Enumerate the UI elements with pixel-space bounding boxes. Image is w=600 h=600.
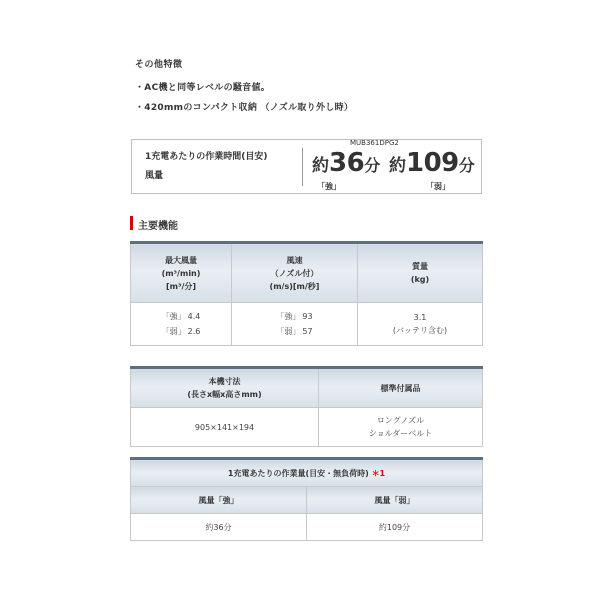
mass-value: 3.1 [413, 313, 427, 322]
runtime-label: 1充電あたりの作業時間(目安) [145, 152, 268, 162]
header-line: (kg) [410, 275, 430, 284]
speed-weak-value: 57 [302, 327, 313, 336]
features-title: その他特徴 [135, 60, 183, 70]
table-title-row [131, 459, 483, 487]
dimensions-table [130, 366, 483, 447]
model-number: MUB361DPG2 [350, 139, 399, 147]
dimensions-value: 905×141×194 [131, 408, 319, 447]
speed-cell [232, 303, 358, 346]
header-line: （ノズル付） [270, 268, 319, 278]
header-line: 最大風量 [165, 255, 197, 265]
speed-strong-value: 93 [302, 312, 313, 321]
main-functions-table [130, 241, 483, 346]
level-label: 「強」 [161, 312, 186, 321]
mass-cell [358, 303, 483, 346]
airflow-label: 風量 [145, 171, 164, 181]
work-strong-value: 約36分 [131, 514, 307, 541]
header-line: 質量 [412, 262, 428, 271]
table-header-row [131, 487, 483, 514]
feature-item: ・AC機と同等レベルの騒音値。 [135, 83, 271, 93]
airflow-cell [131, 303, 232, 346]
divider [302, 148, 303, 186]
section-title: 主要機能 [138, 221, 178, 232]
runtime-strong-value: 36 [329, 148, 365, 178]
table-row [131, 303, 483, 346]
work-title-text: 1充電あたりの作業量(目安・無負荷時) [227, 468, 369, 478]
table-header-row [131, 368, 483, 408]
approx-prefix: 約 [389, 156, 406, 176]
level-label: 「弱」 [161, 327, 186, 336]
work-weak-value: 約109分 [307, 514, 483, 541]
level-label: 「弱」 [276, 327, 301, 336]
approx-prefix: 約 [312, 156, 329, 176]
header-accessories: 標準付属品 [319, 368, 483, 408]
mass-note: (バッテリ含む) [392, 326, 448, 335]
header-dimensions [131, 368, 319, 408]
header-line: (長さx幅x高さmm) [187, 390, 262, 399]
work-amount-table [130, 457, 483, 541]
feature-item: ・420mmのコンパクト収納 （ノズル取り外し時） [135, 103, 354, 113]
runtime-weak-value: 109 [406, 148, 459, 178]
minute-unit: 分 [458, 156, 475, 175]
table-row [131, 408, 483, 447]
strong-caption: 「強」 [317, 182, 341, 191]
accessories-cell [319, 408, 483, 447]
header-line: 本機寸法 [208, 377, 241, 386]
header-airflow-weak: 風量「弱」 [307, 487, 483, 514]
minute-unit: 分 [364, 156, 381, 175]
header-mass [358, 243, 483, 303]
runtime-weak [389, 148, 475, 178]
section-marker [130, 216, 133, 230]
table-header-row [131, 243, 483, 303]
footnote-mark: ＊1 [371, 468, 386, 478]
accessory-item: ロングノズル [376, 416, 425, 425]
level-label: 「強」 [276, 312, 301, 321]
header-wind-speed [232, 243, 358, 303]
table-row [131, 514, 483, 541]
header-airflow-strong: 風量「強」 [131, 487, 307, 514]
header-max-airflow [131, 243, 232, 303]
runtime-strong [312, 148, 380, 178]
work-table-title [131, 459, 483, 487]
header-line: (m/s)[m/秒] [269, 281, 320, 291]
header-line: [m³/分] [165, 281, 197, 291]
airflow-weak-value: 2.6 [187, 327, 201, 336]
airflow-strong-value: 4.4 [187, 312, 201, 321]
accessory-item: ショルダーベルト [368, 429, 433, 438]
header-line: (m³/min) [161, 268, 201, 278]
weak-caption: 「弱」 [426, 182, 450, 191]
header-line: 風速 [286, 255, 303, 265]
